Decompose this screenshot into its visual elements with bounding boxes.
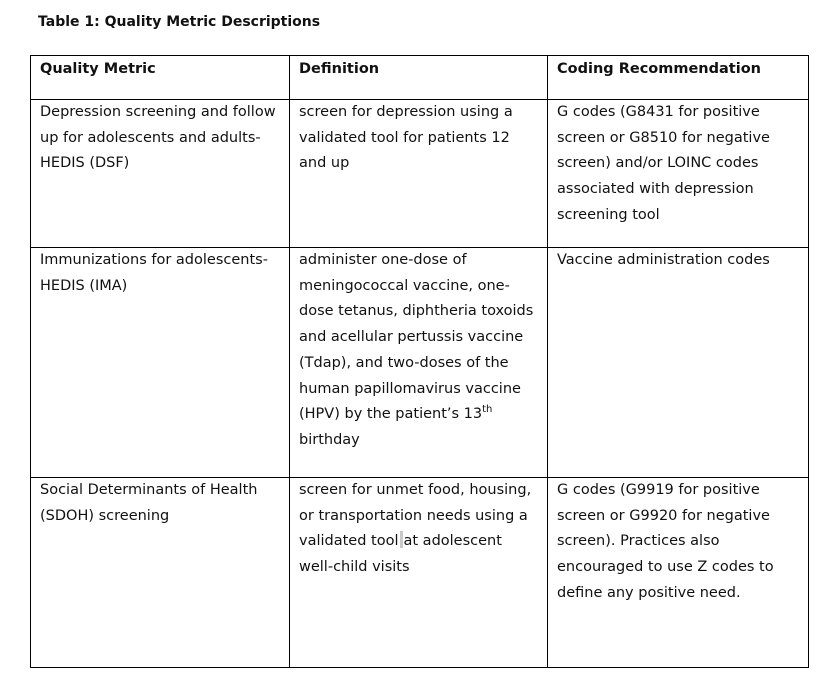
cell-metric: Depression screening and follow up for adolescents and adults- HEDIS (DSF) bbox=[31, 100, 290, 248]
cell-metric: Immunizations for adolescents- HEDIS (IMA) bbox=[31, 248, 290, 478]
cell-definition bbox=[290, 478, 548, 668]
quality-metric-table bbox=[30, 55, 809, 668]
birthday-number: 13 bbox=[463, 406, 483, 423]
table-row bbox=[31, 100, 809, 248]
definition-text-end: at adolescent well-child visits bbox=[299, 533, 502, 576]
cell-coding: G codes (G9919 for positive screen or G9920 for negative screen). Practices also encouraged to use Z codes to define any positive need. bbox=[548, 478, 809, 668]
cell-definition: screen for depression using a validated tool for patients 12 and up bbox=[290, 100, 548, 248]
table-caption: Table 1: Quality Metric Descriptions bbox=[38, 14, 321, 30]
table-header-row bbox=[31, 56, 809, 100]
definition-text: screen for unmet food, housing, or transportation needs using a validated tool bbox=[299, 482, 532, 550]
definition-text-end: birthday bbox=[299, 431, 360, 448]
text-cursor bbox=[400, 531, 403, 548]
header-quality-metric: Quality Metric bbox=[31, 56, 290, 100]
cell-definition bbox=[290, 248, 548, 478]
table-row bbox=[31, 248, 809, 478]
cell-metric: Social Determinants of Health (SDOH) screening bbox=[31, 478, 290, 668]
header-definition: Definition bbox=[290, 56, 548, 100]
cell-coding: Vaccine administration codes bbox=[548, 248, 809, 478]
cell-coding: G codes (G8431 for positive screen or G8510 for negative screen) and/or LOINC codes associated with depression screening tool bbox=[548, 100, 809, 248]
definition-text: administer one-dose of meningococcal vaccine, one-dose tetanus, diphtheria toxoids and acellular pertussis vaccine (Tdap), and two-doses of the human papillomavirus vaccine (HPV) by the patient’s bbox=[299, 252, 534, 423]
table-row bbox=[31, 478, 809, 668]
header-coding-recommendation: Coding Recommendation bbox=[548, 56, 809, 100]
ordinal-suffix: th bbox=[482, 404, 493, 416]
